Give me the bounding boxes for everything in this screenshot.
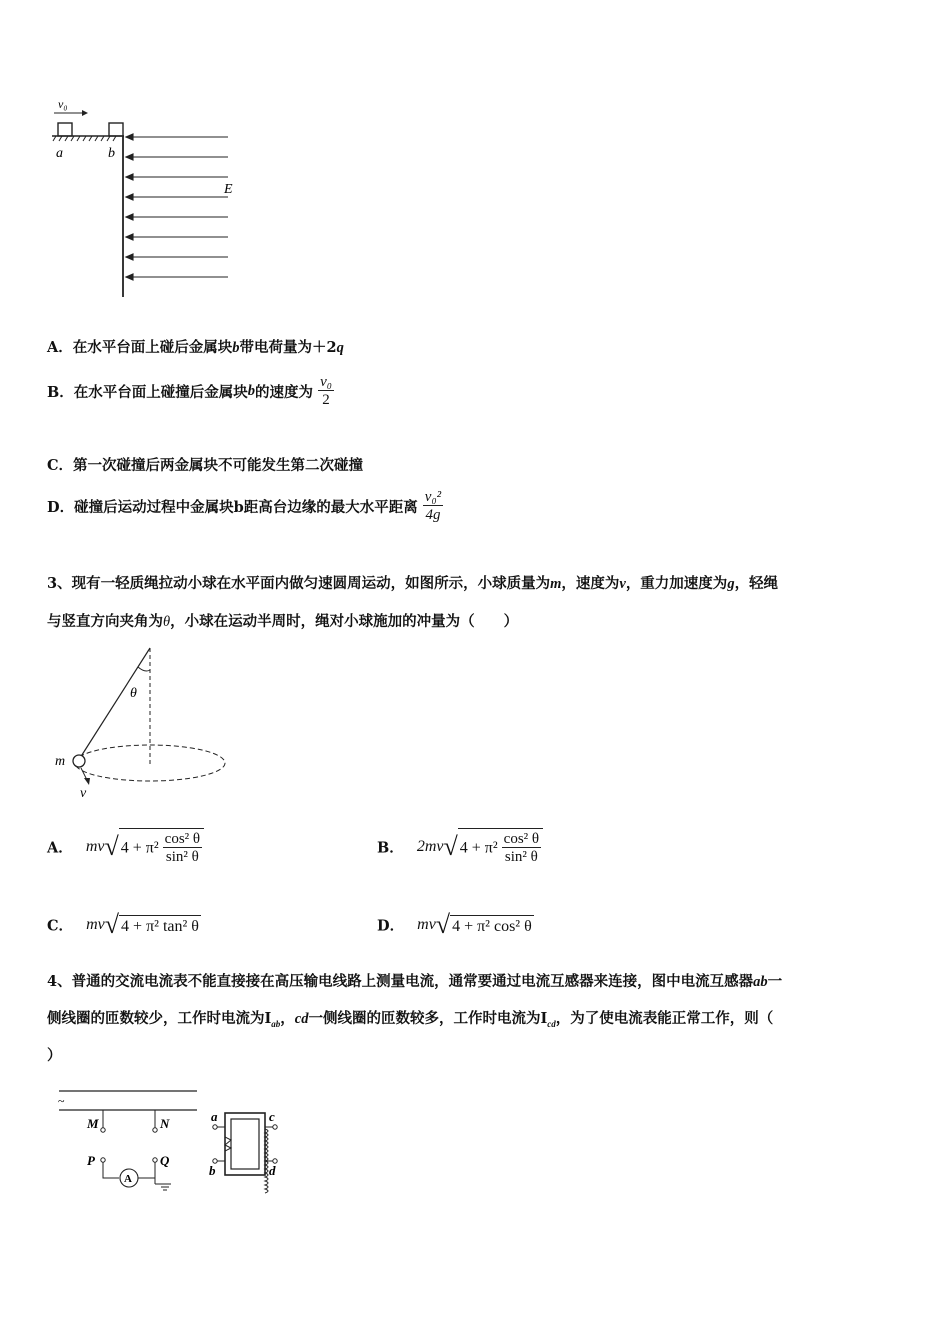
fraction: $\frac{\text{v₀}}{2}$: [320, 374, 332, 408]
m-label: m: [55, 754, 66, 769]
figure-conical-pendulum: [50, 640, 240, 805]
ammeter-label: A: [124, 1173, 132, 1185]
fraction: $\frac{\text{cos² θ}}{\text{sin² θ}}$: [503, 831, 540, 865]
q3-option-d[interactable]: D． mv√ 4 + π² cos² θ: [377, 910, 532, 939]
q2-option-c[interactable]: C．第一次碰撞后两金属块不可能发生第二次碰撞: [47, 457, 364, 474]
option-letter: C．: [47, 457, 74, 474]
b-label: b: [209, 1163, 216, 1178]
P-label: P: [87, 1153, 95, 1168]
q4-stem-line3: ）: [47, 1047, 62, 1064]
fraction: $\frac{\text{cos² θ}}{\text{sin² θ}}$: [164, 831, 201, 865]
option-letter: A．: [47, 339, 73, 356]
q3-stem-line1: 3、现有一轻质绳拉动小球在水平面内做匀速圆周运动，如图所示，小球质量为m，速度为v，重力加速度为g，轻绳: [47, 575, 779, 592]
label-E: E: [224, 182, 233, 197]
N-label: N: [160, 1116, 170, 1131]
q2-option-a[interactable]: A．在水平台面上碰后金属块b带电荷量为＋2q: [47, 339, 344, 356]
M-label: M: [87, 1116, 99, 1131]
c-label: c: [269, 1109, 275, 1124]
option-letter: C．: [47, 917, 74, 935]
option-letter: B．: [47, 384, 74, 401]
fraction: $\frac{\text{v₀²}}{4g}$: [424, 489, 442, 523]
label-b: b: [108, 146, 115, 161]
q3-option-a[interactable]: A． mv√ 4 + π² $\frac{\text{cos² θ}}{\text{sin² θ}}$: [47, 828, 204, 866]
v0-label: v₀: [58, 97, 68, 111]
q2-option-d[interactable]: D．碰撞后运动过程中金属块b距高台边缘的最大水平距离 $\frac{\text{v₀²}}{4g}$: [47, 489, 442, 523]
q4-stem-line1: 4、普通的交流电流表不能直接接在高压输电线路上测量电流，通常要通过电流互感器来连接，图中电流互感器ab一: [47, 973, 783, 990]
q4-stem-line2: 侧线圈的匝数较少，工作时电流为$I_{ab}$，cd一侧线圈的匝数较多，工作时电流为$I_{cd}$，为了使电流表能正常工作，则（: [47, 1010, 774, 1029]
v-label: v: [80, 786, 87, 801]
q2-option-b[interactable]: B．在水平台面上碰撞后金属块b的速度为 $\frac{\text{v₀}}{2}$: [47, 374, 332, 408]
a-label: a: [211, 1109, 218, 1124]
theta-label: θ: [130, 686, 137, 701]
q3-option-b[interactable]: B． 2mv√ 4 + π² $\frac{\text{cos² θ}}{\text{sin² θ}}$: [377, 828, 543, 866]
figure-electric-field: [48, 95, 248, 300]
q3-stem-line2: 与竖直方向夹角为θ，小球在运动半周时，绳对小球施加的冲量为（ ）: [47, 613, 519, 630]
option-letter: D．: [47, 499, 75, 516]
d-label: d: [269, 1163, 276, 1178]
Q-label: Q: [160, 1153, 170, 1168]
option-letter: A．: [47, 839, 73, 857]
option-letter: D．: [377, 917, 405, 935]
q3-option-c[interactable]: C． mv√ 4 + π² tan² θ: [47, 910, 199, 939]
figure-current-transformer: [55, 1085, 290, 1200]
tilde-label: ~: [58, 1094, 65, 1108]
option-letter: B．: [377, 839, 404, 857]
label-a: a: [56, 146, 63, 161]
